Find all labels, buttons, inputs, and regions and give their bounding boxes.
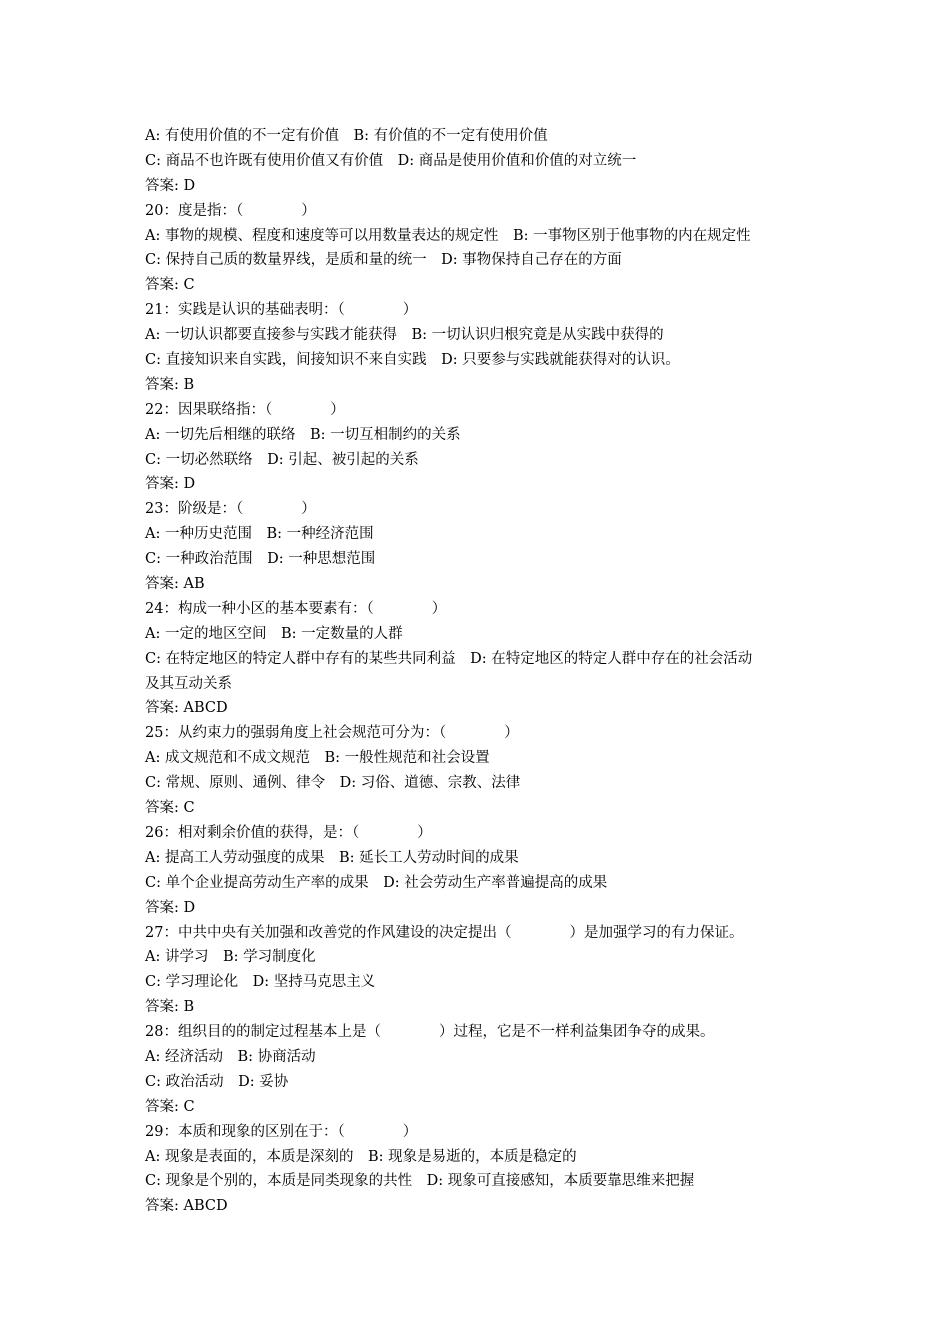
option-line: A: 一切先后相继的联络 B: 一切互相制约的关系 [145, 426, 461, 443]
question-line: 26：相对剩余价值的获得，是：（ ） [145, 824, 432, 841]
document-body [145, 124, 815, 1219]
option-line: C: 直接知识来自实践，间接知识不来自实践 D: 只要参与实践就能获得对的认识。 [145, 352, 680, 369]
option-line: C: 一切必然联络 D: 引起、被引起的关系 [145, 451, 419, 468]
option-line: C: 现象是个别的，本质是同类现象的共性 D: 现象可直接感知，本质要靠思维来把握 [145, 1173, 695, 1190]
option-line: A: 成文规范和不成文规范 B: 一般性规范和社会设置 [145, 750, 490, 767]
question-line: 27：中共中央有关加强和改善党的作风建设的决定提出（ ）是加强学习的有力保证。 [145, 924, 744, 941]
option-line: C: 保持自己质的数量界线，是质和量的统一 D: 事物保持自己存在的方面 [145, 252, 622, 269]
answer-line: 答案: C [145, 1098, 195, 1115]
option-line: C: 常规、原则、通例、律令 D: 习俗、道德、宗教、法律 [145, 775, 521, 792]
answer-line: 答案: D [145, 177, 196, 194]
option-line: A: 现象是表面的，本质是深刻的 B: 现象是易逝的，本质是稳定的 [145, 1148, 577, 1165]
option-line: A: 一定的地区空间 B: 一定数量的人群 [145, 625, 403, 642]
option-line: C: 政治活动 D: 妥协 [145, 1073, 289, 1090]
question-line: 25：从约束力的强弱角度上社会规范可分为：（ ） [145, 725, 519, 742]
option-line: A: 有使用价值的不一定有价值 B: 有价值的不一定有使用价值 [145, 128, 548, 144]
answer-line: 答案: D [145, 899, 196, 916]
answer-line: 答案: ABCD [145, 700, 228, 717]
answer-line: 答案: D [145, 476, 196, 493]
option-line: A: 一切认识都要直接参与实践才能获得 B: 一切认识归根究竟是从实践中获得的 [145, 327, 664, 344]
option-line: A: 经济活动 B: 协商活动 [145, 1048, 316, 1065]
option-line: A: 提高工人劳动强度的成果 B: 延长工人劳动时间的成果 [145, 849, 519, 866]
answer-line: 答案: B [145, 999, 195, 1016]
option-line: C: 商品不也许既有使用价值又有价值 D: 商品是使用价值和价值的对立统一 [145, 152, 637, 169]
option-line: C: 在特定地区的特定人群中存有的某些共同利益 D: 在特定地区的特定人群中存在的社会活动 [145, 650, 753, 667]
option-line: A: 事物的规模、程度和速度等可以用数量表达的规定性 B: 一事物区别于他事物的内在规定性 [145, 227, 751, 244]
question-line: 21：实践是认识的基础表明：（ ） [145, 302, 418, 319]
answer-line: 答案: C [145, 277, 195, 294]
question-line: 20：度是指：（ ） [145, 202, 316, 219]
option-line-continued: 及其互动关系 [145, 675, 232, 692]
option-line: C: 学习理论化 D: 坚持马克思主义 [145, 974, 376, 991]
answer-line: 答案: C [145, 800, 195, 817]
option-line: C: 一种政治范围 D: 一种思想范围 [145, 551, 376, 568]
answer-line: 答案: AB [145, 576, 205, 593]
question-line: 22：因果联络指：（ ） [145, 401, 345, 418]
answer-line: 答案: B [145, 376, 195, 393]
question-line: 29：本质和现象的区别在于：（ ） [145, 1123, 418, 1140]
option-line: C: 单个企业提高劳动生产率的成果 D: 社会劳动生产率普遍提高的成果 [145, 874, 608, 891]
question-line: 24：构成一种小区的基本要素有：（ ） [145, 600, 447, 617]
option-line: A: 一种历史范围 B: 一种经济范围 [145, 526, 374, 543]
answer-line: 答案: ABCD [145, 1198, 228, 1215]
option-line: A: 讲学习 B: 学习制度化 [145, 949, 316, 966]
question-line: 28：组织目的的制定过程基本上是（ ）过程，它是不一样利益集团争夺的成果。 [145, 1024, 715, 1041]
question-line: 23：阶级是：（ ） [145, 501, 316, 518]
